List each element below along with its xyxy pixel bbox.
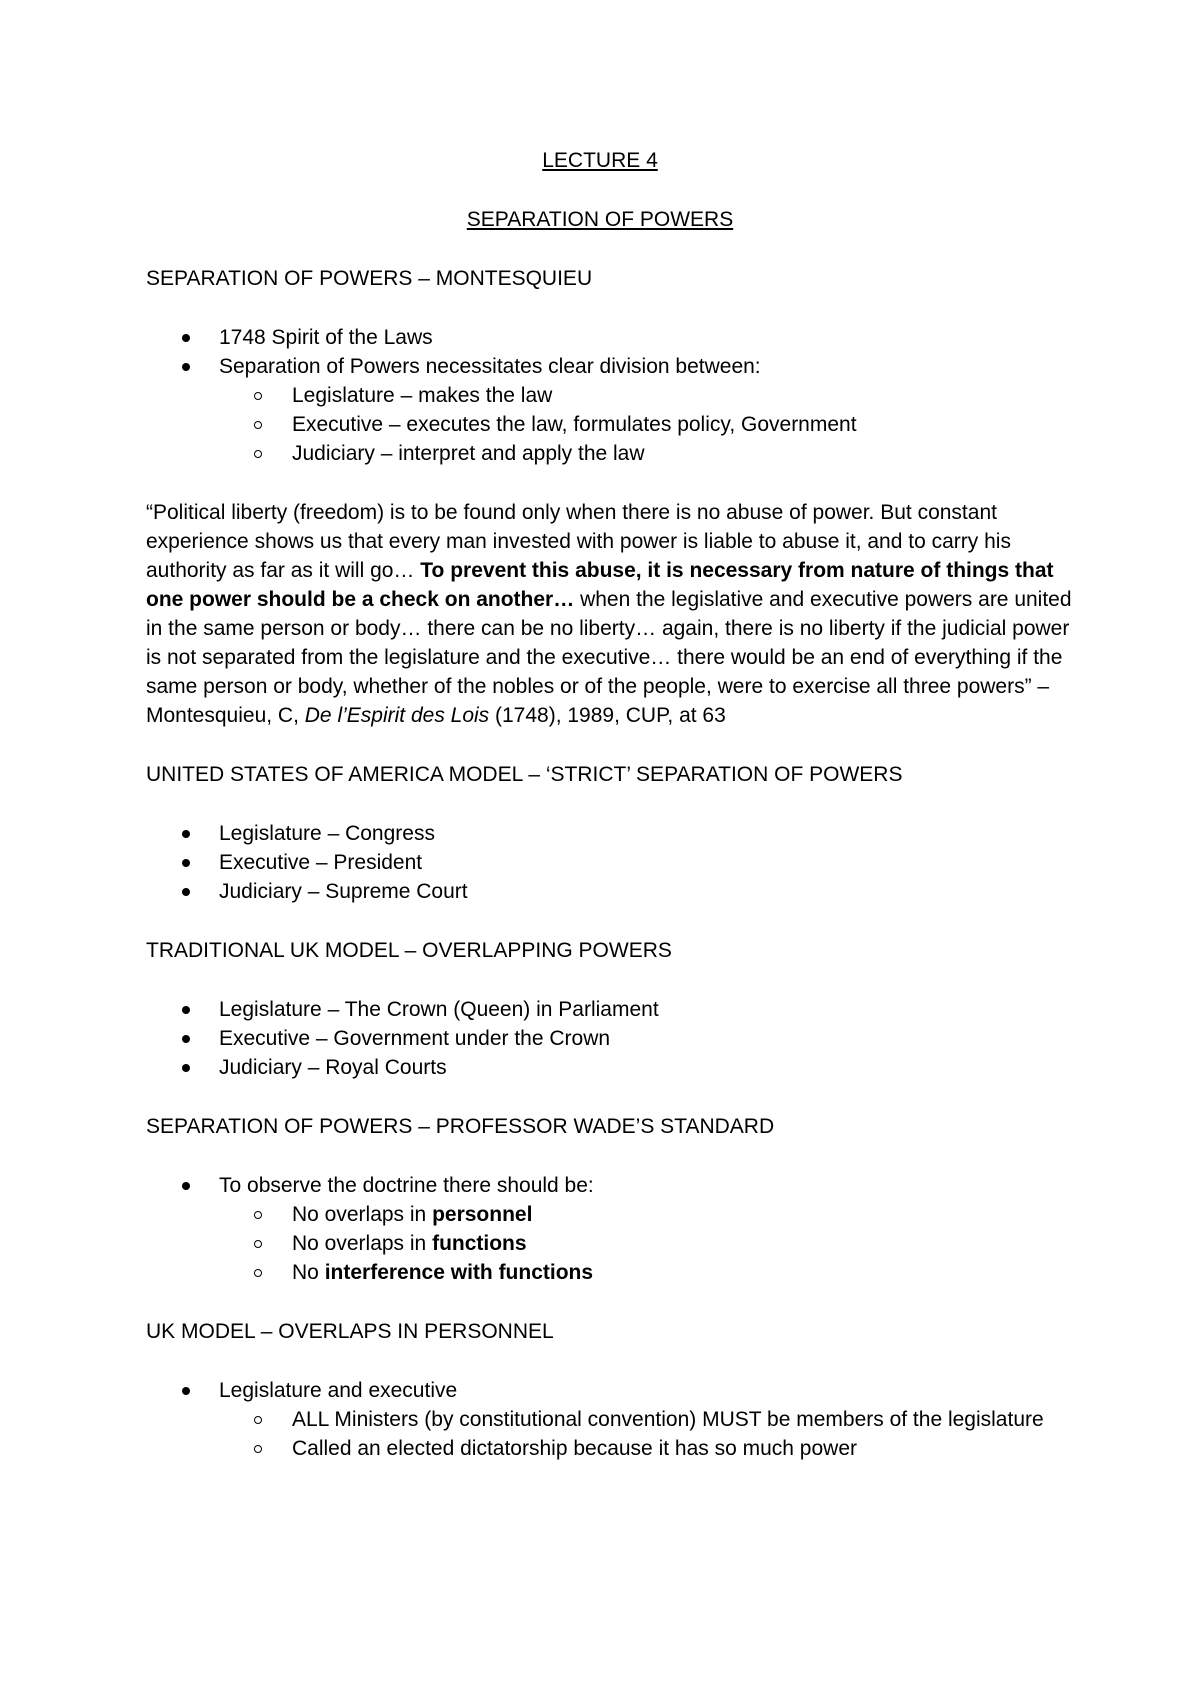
- list-item-text: Executive – Government under the Crown: [219, 1027, 611, 1050]
- quote-book-title: De l’Espirit des Lois: [304, 704, 490, 727]
- bullet-icon: [182, 859, 190, 867]
- circle-bullet-icon: [254, 1445, 262, 1453]
- sub-list-item-text: No: [292, 1261, 325, 1284]
- list-item: [146, 1376, 1100, 1463]
- list-item-text: To observe the doctrine there should be:: [219, 1174, 594, 1197]
- circle-bullet-icon: [254, 1240, 262, 1248]
- montesquieu-list: [146, 323, 1100, 468]
- quote-citation: (1748), 1989, CUP, at 63: [489, 704, 726, 727]
- bullet-icon: [182, 1035, 190, 1043]
- list-item-text: Executive – President: [219, 851, 423, 874]
- list-item: [146, 995, 1100, 1024]
- list-item: [146, 877, 1100, 906]
- sub-list-item: [219, 1229, 1100, 1258]
- usa-model-list: [146, 819, 1100, 906]
- section-heading-wade-standard: SEPARATION OF POWERS – PROFESSOR WADE’S STANDARD: [146, 1115, 775, 1138]
- section-heading-uk-overlaps-personnel: UK MODEL – OVERLAPS IN PERSONNEL: [146, 1320, 554, 1343]
- sub-list: [219, 381, 1100, 468]
- circle-bullet-icon: [254, 392, 262, 400]
- bullet-icon: [182, 334, 190, 342]
- bullet-icon: [182, 1182, 190, 1190]
- topic-title: SEPARATION OF POWERS: [466, 208, 734, 231]
- list-item: [146, 848, 1100, 877]
- circle-bullet-icon: [254, 450, 262, 458]
- bullet-icon: [182, 1064, 190, 1072]
- sub-list-item: [219, 1405, 1100, 1434]
- circle-bullet-icon: [254, 421, 262, 429]
- sub-list-item-bold-text: interference with functions: [324, 1261, 594, 1284]
- lecture-title: LECTURE 4: [542, 149, 658, 172]
- sub-list-item: [219, 1258, 1100, 1287]
- list-item-text: Judiciary – Royal Courts: [219, 1056, 447, 1079]
- sub-list-item-text: Called an elected dictatorship because it has so much power: [292, 1437, 857, 1460]
- list-item: [146, 1171, 1100, 1287]
- bullet-icon: [182, 1387, 190, 1395]
- list-item-text: Separation of Powers necessitates clear division between:: [219, 355, 761, 378]
- sub-list-item: [219, 439, 1100, 468]
- bullet-icon: [182, 1006, 190, 1014]
- list-item-text: Judiciary – Supreme Court: [219, 880, 468, 903]
- circle-bullet-icon: [254, 1211, 262, 1219]
- sub-list-item-text: No overlaps in: [292, 1203, 433, 1226]
- section-heading-traditional-uk-model: TRADITIONAL UK MODEL – OVERLAPPING POWERS: [146, 939, 672, 962]
- sub-list-item-bold-text: functions: [432, 1232, 527, 1255]
- sub-list-item: [219, 1200, 1100, 1229]
- circle-bullet-icon: [254, 1416, 262, 1424]
- bullet-icon: [182, 830, 190, 838]
- sub-list-item-text: Executive – executes the law, formulates policy, Government: [292, 413, 857, 436]
- sub-list-item-text: No overlaps in: [292, 1232, 433, 1255]
- uk-overlaps-personnel-list: [146, 1376, 1100, 1463]
- list-item: [146, 323, 1100, 352]
- list-item-text: Legislature – The Crown (Queen) in Parliament: [219, 998, 659, 1021]
- sub-list-item: [219, 410, 1100, 439]
- list-item: [146, 819, 1100, 848]
- quote-text: “Political liberty (freedom) is to be found only when there is no abuse of power. But constant experience shows us that every man invested with power is liable to abuse it, and to carry his authority as far as it will go…: [146, 501, 1011, 582]
- sub-list-item: [219, 381, 1100, 410]
- quote-text: when the legislative and executive powers are united in the same person or body… there can be no liberty… again, there is no liberty if the judicial power is not separated from the legislature and the executive… there would be an end of everything if the same person or body, whether of the nobles or of the people, were to exercise all three powers” – Montesquieu, C,: [146, 588, 1072, 727]
- list-item-text: Legislature and executive: [219, 1379, 458, 1402]
- montesquieu-quote: [146, 498, 1076, 730]
- list-item: [146, 1024, 1100, 1053]
- sub-list: [219, 1200, 1100, 1287]
- sub-list-item: [219, 1434, 1100, 1463]
- wade-standard-list: [146, 1171, 1100, 1287]
- bullet-icon: [182, 363, 190, 371]
- quote-bold-text: To prevent this abuse, it is necessary from nature of things that one power should be a check on another…: [146, 559, 1054, 611]
- list-item-text: Legislature – Congress: [219, 822, 435, 845]
- sub-list-item-text: ALL Ministers (by constitutional convention) MUST be members of the legislature: [292, 1408, 1044, 1431]
- traditional-uk-model-list: [146, 995, 1100, 1082]
- sub-list-item-text: Judiciary – interpret and apply the law: [292, 442, 645, 465]
- sub-list: [219, 1405, 1100, 1463]
- bullet-icon: [182, 888, 190, 896]
- list-item: [146, 352, 1100, 468]
- sub-list-item-bold-text: personnel: [432, 1203, 533, 1226]
- sub-list-item-text: Legislature – makes the law: [292, 384, 553, 407]
- circle-bullet-icon: [254, 1269, 262, 1277]
- list-item-text: 1748 Spirit of the Laws: [219, 326, 433, 349]
- section-heading-montesquieu: SEPARATION OF POWERS – MONTESQUIEU: [146, 267, 593, 290]
- section-heading-usa-model: UNITED STATES OF AMERICA MODEL – ‘STRICT’ SEPARATION OF POWERS: [146, 763, 903, 786]
- list-item: [146, 1053, 1100, 1082]
